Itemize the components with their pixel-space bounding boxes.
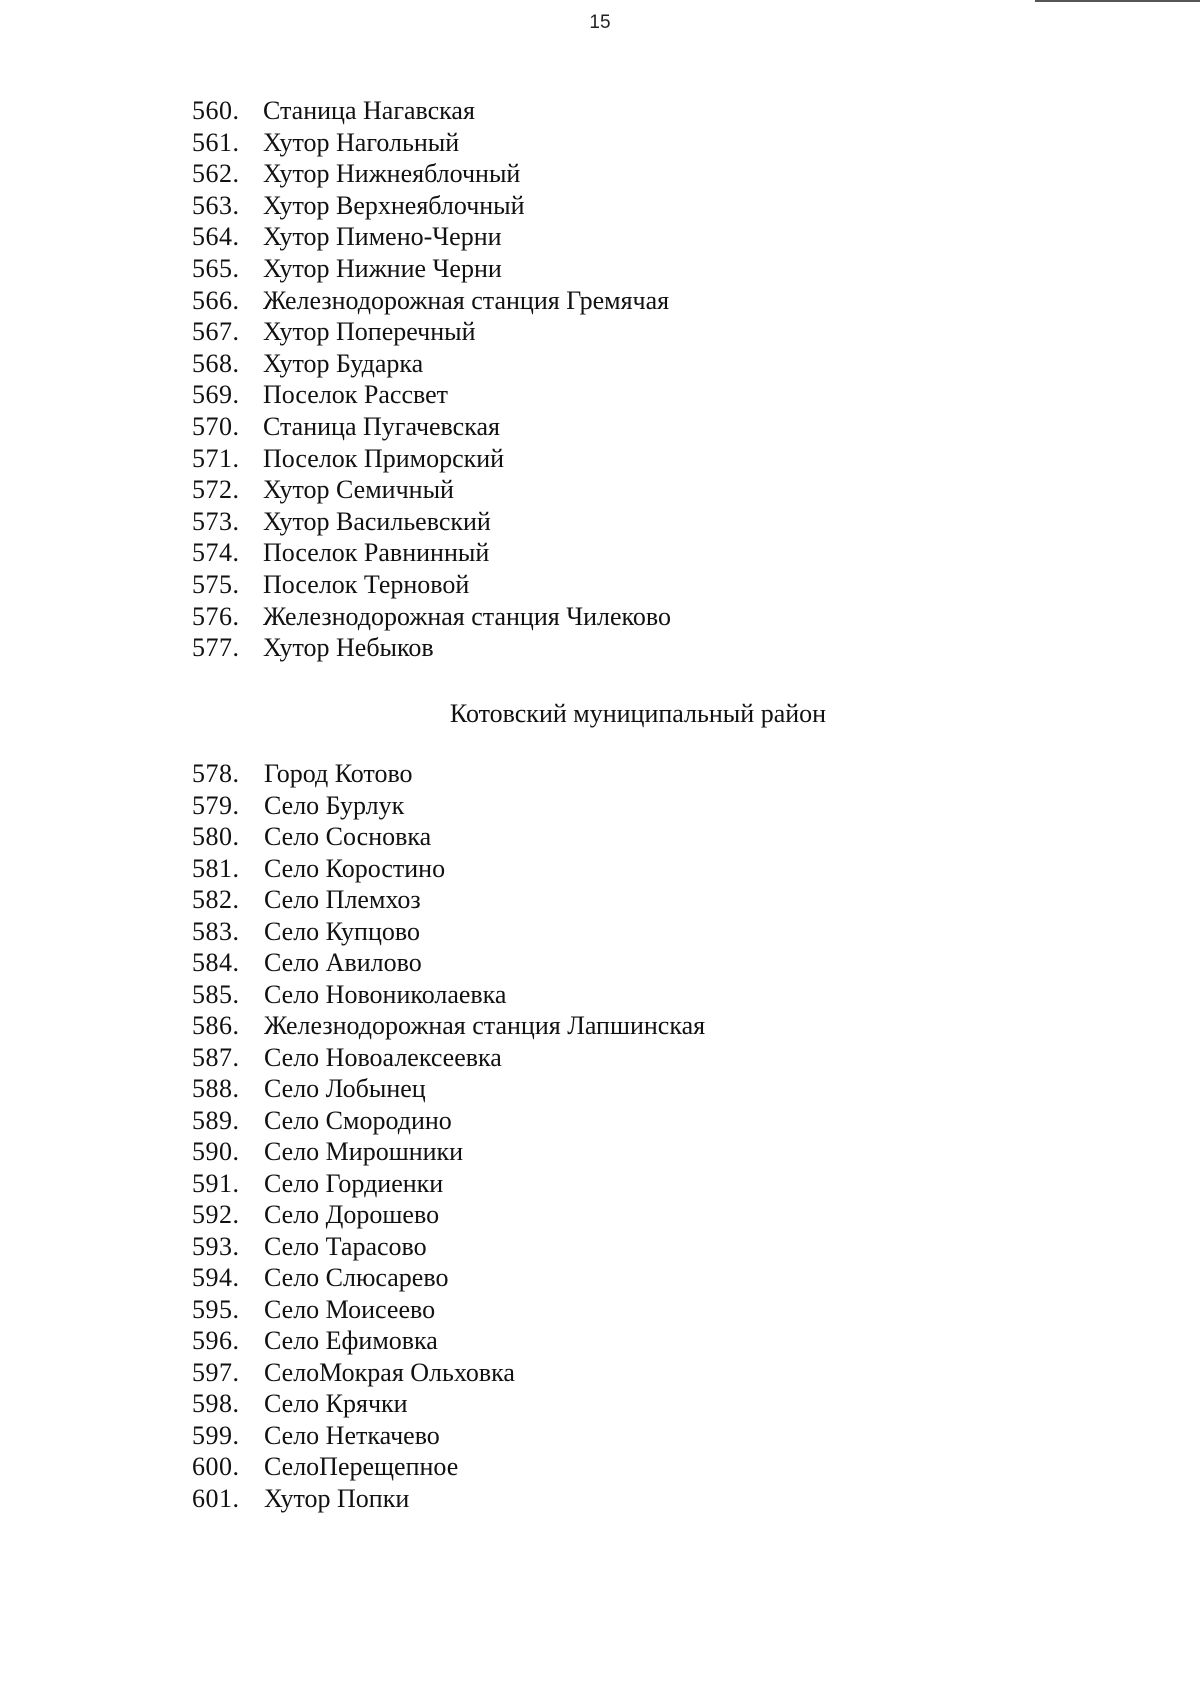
list-item — [0, 253, 1200, 285]
list-item — [0, 1168, 1200, 1200]
list-item — [0, 821, 1200, 853]
settlement-name: Железнодорожная станция Чилеково — [263, 601, 671, 631]
list-item — [0, 1010, 1200, 1042]
settlement-name: Село Ефимовка — [264, 1326, 438, 1356]
settlement-name: Железнодорожная станция Гремячая — [263, 285, 670, 315]
settlement-name: Поселок Терновой — [263, 569, 470, 599]
item-number: 596. — [192, 1326, 240, 1356]
item-number: 597. — [192, 1357, 240, 1387]
settlement-list-kotovsky — [0, 758, 1200, 1514]
item-number: 564. — [192, 222, 240, 252]
item-number: 571. — [192, 443, 240, 473]
item-number: 585. — [192, 979, 240, 1009]
settlement-name: Хутор Нижние Черни — [263, 253, 502, 283]
list-item — [0, 1136, 1200, 1168]
section-heading: Котовский муниципальный район — [449, 699, 827, 728]
settlement-name: Село Племхоз — [264, 885, 421, 915]
item-number: 598. — [192, 1389, 240, 1419]
item-number: 587. — [192, 1042, 240, 1072]
list-item — [0, 790, 1200, 822]
page-number: 15 — [589, 12, 611, 33]
item-number: 582. — [192, 885, 240, 915]
item-number: 592. — [192, 1200, 240, 1230]
list-item — [0, 1042, 1200, 1074]
list-item — [0, 95, 1200, 127]
item-number: 566. — [192, 285, 240, 315]
settlement-name: СелоМокрая Ольховка — [264, 1357, 515, 1387]
item-number: 574. — [192, 538, 240, 568]
item-number: 561. — [192, 127, 240, 157]
item-number: 573. — [192, 506, 240, 536]
list-item — [0, 1357, 1200, 1389]
settlement-name: Село Лобынец — [264, 1074, 426, 1104]
settlement-name: Хутор Небыков — [263, 633, 434, 663]
item-number: 591. — [192, 1168, 240, 1198]
list-item — [0, 947, 1200, 979]
item-number: 567. — [192, 317, 240, 347]
item-number: 565. — [192, 253, 240, 283]
item-number: 588. — [192, 1074, 240, 1104]
item-number: 562. — [192, 159, 240, 189]
settlement-name: Село Моисеево — [264, 1294, 436, 1324]
list-item — [0, 916, 1200, 948]
settlement-name: Хутор Семичный — [263, 475, 454, 505]
list-item — [0, 1388, 1200, 1420]
item-number: 579. — [192, 790, 240, 820]
item-number: 601. — [192, 1483, 240, 1513]
top-edge-rule — [1035, 0, 1200, 2]
item-number: 593. — [192, 1231, 240, 1261]
settlement-name: Город Котово — [264, 759, 413, 788]
list-item — [0, 411, 1200, 443]
settlement-name: Хутор Поперечный — [263, 317, 476, 347]
item-number: 600. — [192, 1452, 240, 1482]
item-number: 581. — [192, 853, 240, 883]
list-item — [0, 1105, 1200, 1137]
item-number: 560. — [192, 96, 240, 125]
list-item — [0, 1294, 1200, 1326]
item-number: 570. — [192, 411, 240, 441]
settlement-name: Станица Пугачевская — [263, 411, 500, 441]
settlement-name: Хутор Нижнеяблочный — [263, 159, 521, 189]
settlement-name: Поселок Приморский — [263, 443, 505, 473]
settlement-name: Село Авилово — [264, 948, 422, 978]
settlement-list-upper — [0, 95, 1200, 664]
settlement-name: Село Купцово — [264, 916, 420, 946]
item-number: 594. — [192, 1263, 240, 1293]
settlement-name: Хутор Пимено-Черни — [263, 222, 502, 252]
list-item — [0, 1262, 1200, 1294]
settlement-name: Станица Нагавская — [263, 96, 475, 125]
settlement-name: Село Тарасово — [264, 1231, 427, 1261]
item-number: 584. — [192, 948, 240, 978]
list-item — [0, 1073, 1200, 1105]
settlement-name: Село Коростино — [264, 853, 446, 883]
list-item — [0, 158, 1200, 190]
list-item — [0, 884, 1200, 916]
settlement-name: Село Новониколаевка — [264, 979, 507, 1009]
list-item — [0, 285, 1200, 317]
settlement-name: Село Смородино — [264, 1105, 452, 1135]
list-item — [0, 632, 1200, 664]
list-item — [0, 443, 1200, 475]
list-item — [0, 601, 1200, 633]
list-item — [0, 853, 1200, 885]
settlement-name: Село Новоалексеевка — [264, 1042, 502, 1072]
item-number: 563. — [192, 190, 240, 220]
settlement-name: Поселок Рассвет — [263, 380, 449, 410]
settlement-name: Хутор Васильевский — [263, 506, 491, 536]
list-item — [0, 221, 1200, 253]
item-number: 580. — [192, 822, 240, 852]
list-item — [0, 379, 1200, 411]
item-number: 569. — [192, 380, 240, 410]
item-number: 577. — [192, 633, 240, 663]
settlement-name: Хутор Бударка — [263, 348, 424, 378]
list-item — [0, 1199, 1200, 1231]
list-item — [0, 1451, 1200, 1483]
settlement-name: Хутор Верхнеяблочный — [263, 190, 525, 220]
list-item — [0, 474, 1200, 506]
item-number: 586. — [192, 1011, 240, 1041]
item-number: 589. — [192, 1105, 240, 1135]
item-number: 583. — [192, 916, 240, 946]
settlement-name: Село Неткачево — [264, 1420, 440, 1450]
item-number: 576. — [192, 601, 240, 631]
list-item — [0, 127, 1200, 159]
list-item — [0, 979, 1200, 1011]
item-number: 578. — [192, 759, 240, 788]
list-item — [0, 506, 1200, 538]
item-number: 595. — [192, 1294, 240, 1324]
list-item — [0, 569, 1200, 601]
settlement-name: Село Крячки — [264, 1389, 408, 1419]
item-number: 575. — [192, 569, 240, 599]
settlement-name: Хутор Попки — [264, 1483, 410, 1513]
list-item — [0, 1420, 1200, 1452]
item-number: 572. — [192, 475, 240, 505]
list-item — [0, 190, 1200, 222]
item-number: 590. — [192, 1137, 240, 1167]
list-item — [0, 1231, 1200, 1263]
list-item — [0, 537, 1200, 569]
settlement-name: СелоПерещепное — [264, 1452, 459, 1482]
settlement-name: Село Мирошники — [264, 1137, 464, 1167]
settlement-name: Село Бурлук — [264, 790, 405, 820]
list-item — [0, 316, 1200, 348]
settlement-name: Село Слюсарево — [264, 1263, 449, 1293]
settlement-name: Село Дорошево — [264, 1200, 440, 1230]
settlement-name: Поселок Равнинный — [263, 538, 490, 568]
settlement-name: Село Гордиенки — [264, 1168, 444, 1198]
list-item — [0, 758, 1200, 790]
settlement-name: Село Сосновка — [264, 822, 432, 852]
item-number: 599. — [192, 1420, 240, 1450]
settlement-name: Хутор Нагольный — [263, 127, 460, 157]
item-number: 568. — [192, 348, 240, 378]
settlement-name: Железнодорожная станция Лапшинская — [264, 1011, 706, 1041]
list-item — [0, 348, 1200, 380]
list-item — [0, 1483, 1200, 1515]
list-item — [0, 1325, 1200, 1357]
